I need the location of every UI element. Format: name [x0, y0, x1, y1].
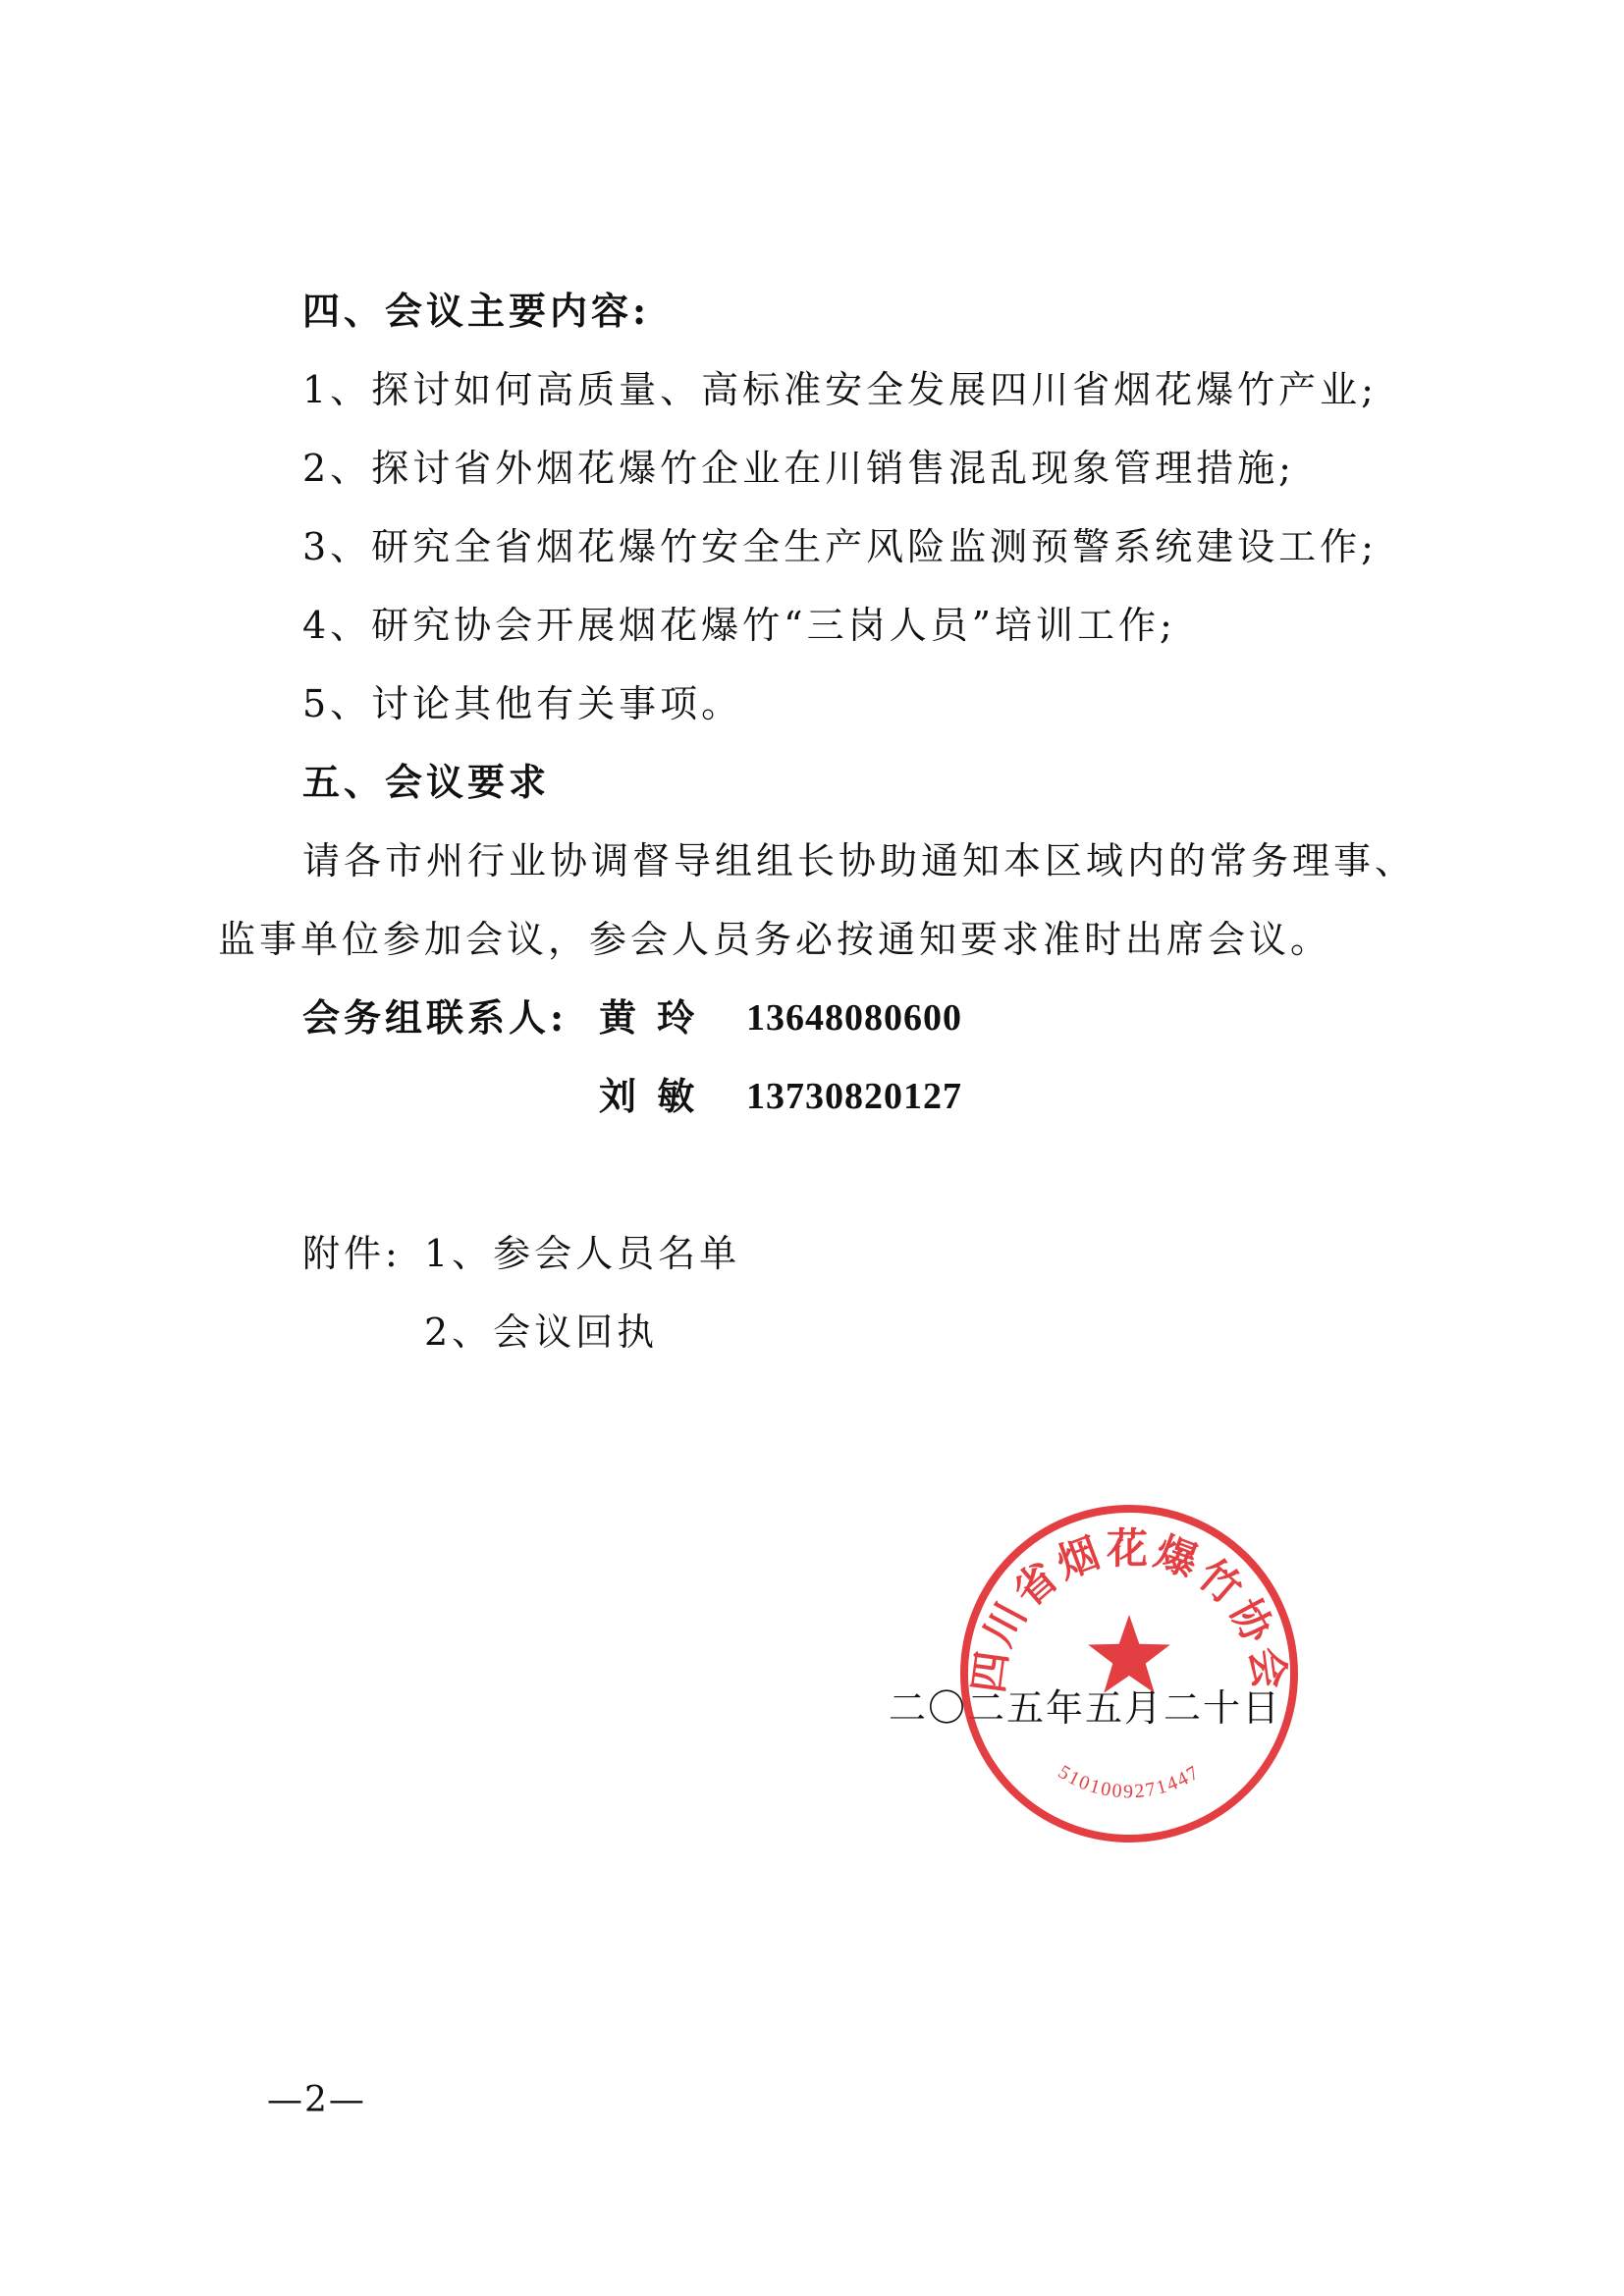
attachment-item-1: 1、参会人员名单 [424, 1232, 741, 1275]
contacts-label: 会务组联系人: [302, 995, 568, 1040]
seal-org-name: 四川省烟花爆竹协会 [963, 1524, 1295, 1696]
section5-heading: 五、会议要求 [302, 760, 551, 804]
page-number: —2— [267, 2080, 366, 2120]
attachments-label: 附件: [302, 1232, 402, 1275]
contact-phone-1: 13648080600 [746, 997, 962, 1039]
issue-date: 二〇二五年五月二十日 [889, 1686, 1282, 1730]
section5-paragraph-line2: 监事单位参加会议，参会人员务必按通知要求准时出席会议。 [218, 918, 1332, 961]
section4-heading: 四、会议主要内容: [302, 289, 651, 333]
attachment-item-2: 2、会议回执 [424, 1310, 659, 1354]
section5-paragraph-line1: 请各市州行业协调督导组组长协助通知本区域内的常务理事、 [302, 839, 1417, 882]
section4-item-2: 2、探讨省外烟花爆竹企业在川销售混乱现象管理措施; [302, 447, 1295, 490]
official-seal [952, 1497, 1306, 1850]
section4-item-1: 1、探讨如何高质量、高标准安全发展四川省烟花爆竹产业; [302, 368, 1378, 411]
section4-item-5: 5、讨论其他有关事项。 [302, 682, 743, 725]
contact-name-2: 刘 敏 [599, 1074, 699, 1118]
star-icon [1088, 1615, 1170, 1693]
section4-item-4: 4、研究协会开展烟花爆竹“三岗人员”培训工作; [302, 604, 1176, 647]
contact-name-1: 黄 玲 [599, 995, 699, 1040]
section4-item-3: 3、研究全省烟花爆竹安全生产风险监测预警系统建设工作; [302, 525, 1378, 568]
contact-phone-2: 13730820127 [746, 1076, 962, 1117]
seal-code: 5101009271447 [1054, 1761, 1205, 1803]
